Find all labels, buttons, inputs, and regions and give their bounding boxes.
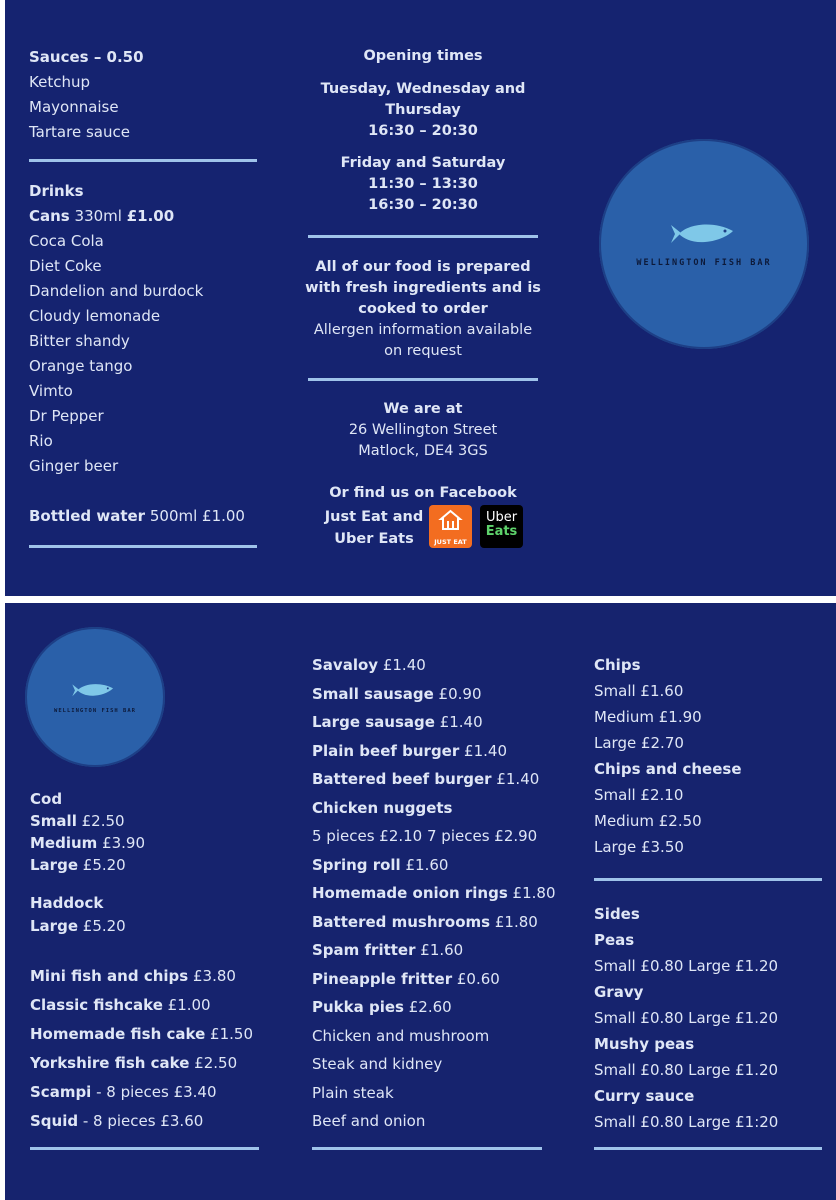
extra-item [312, 993, 572, 1022]
cod-medium [30, 832, 280, 854]
extra-item [312, 680, 572, 709]
drink-item: Bitter shandy [29, 332, 130, 350]
facebook-line: Or find us on Facebook [329, 485, 517, 501]
item-name: Classic fishcake [30, 996, 163, 1014]
haddock-large [30, 915, 280, 938]
side-name: Curry sauce [594, 1087, 695, 1105]
fish-item [30, 1078, 280, 1107]
item-name: Homemade onion rings [312, 884, 508, 902]
just-eat-logo-icon[interactable] [429, 505, 472, 548]
water-line [29, 504, 279, 529]
fish-item [30, 962, 280, 991]
uber-badge-word: Uber [485, 510, 518, 525]
chips-cheese-item: Small £2.10 [594, 786, 684, 804]
item-name: Pineapple fritter [312, 969, 453, 988]
item-name: Large sausage [312, 713, 435, 731]
fish-icon [71, 680, 117, 702]
fish-icon [669, 219, 739, 251]
divider [29, 545, 257, 548]
extra-item [312, 965, 572, 994]
opening-days-2: Friday and Saturday [340, 155, 506, 171]
extra-item [312, 794, 572, 823]
menu-panel-top [5, 0, 836, 596]
pie-item: Plain steak [312, 1083, 394, 1102]
divider [312, 1147, 542, 1150]
food-note-section [305, 257, 541, 362]
haddock-heading: Haddock [30, 894, 104, 912]
logo-text: WELLINGTON FISH BAR [54, 708, 136, 714]
item-name: Plain beef burger [312, 741, 460, 760]
item-price: £1.60 [405, 855, 449, 874]
food-note-line: cooked to order [358, 301, 488, 317]
side-prices: Small £0.80 Large £1.20 [594, 1061, 779, 1079]
divider [308, 235, 538, 238]
delivery-text [319, 506, 429, 550]
cans-price: £1.00 [126, 207, 175, 225]
item-price: £1.80 [494, 912, 538, 931]
cod-heading: Cod [30, 790, 63, 808]
extra-item [312, 851, 572, 880]
fish-item [30, 1049, 280, 1078]
opening-times-section [305, 46, 541, 216]
extra-item [312, 879, 572, 908]
item-price: £2.60 [408, 998, 452, 1016]
opening-time-1: 16:30 – 20:30 [368, 123, 478, 139]
item-price: - 8 pieces £3.60 [78, 1112, 204, 1130]
pie-item: Steak and kidney [312, 1055, 443, 1073]
item-name: Battered beef burger [312, 770, 492, 788]
item-name: Mini fish and chips [30, 967, 189, 985]
side-name: Gravy [594, 983, 644, 1001]
extra-item [312, 936, 572, 965]
chips-cheese-item: Medium £2.50 [594, 812, 702, 830]
drink-item: Vimto [29, 382, 73, 400]
nuggets-detail: 5 pieces £2.10 7 pieces £2.90 [312, 827, 538, 845]
drink-item: Dandelion and burdock [29, 282, 204, 300]
sauces-heading: Sauces – 0.50 [29, 48, 144, 66]
address-section [305, 399, 541, 504]
item-price: £1.50 [210, 1025, 253, 1043]
drink-item: Orange tango [29, 357, 133, 375]
extra-item [312, 708, 572, 737]
opening-time-2b: 16:30 – 20:30 [368, 197, 478, 213]
opening-days-1: Tuesday, Wednesday and [320, 81, 526, 97]
chips-heading: Chips [594, 656, 641, 674]
food-note-line: All of our food is prepared [315, 259, 531, 275]
size-label: Large [30, 917, 78, 935]
opening-days-1b: Thursday [385, 102, 461, 118]
just-eat-text: Just Eat and [324, 509, 424, 525]
item-name: Pukka pies [312, 998, 404, 1016]
item-price: £1.80 [512, 884, 556, 902]
item-name: Homemade fish cake [30, 1025, 206, 1043]
item-price: £3.80 [192, 967, 236, 985]
extra-item [312, 737, 572, 766]
divider [594, 878, 822, 881]
size-label: Large [30, 856, 78, 874]
item-name: Battered mushrooms [312, 912, 491, 931]
address-street: 26 Wellington Street [348, 422, 498, 438]
sides-heading: Sides [594, 905, 640, 923]
item-name: Squid [30, 1112, 79, 1130]
item-name: Small sausage [312, 684, 434, 703]
drink-item: Diet Coke [29, 257, 102, 275]
extra-item [312, 651, 572, 680]
cans-line [29, 204, 279, 229]
pie-item: Beef and onion [312, 1112, 426, 1130]
side-name: Mushy peas [594, 1035, 695, 1053]
price: £5.20 [82, 917, 126, 935]
chips-column [594, 652, 834, 860]
extras-column [312, 651, 572, 1136]
item-name: Chicken nuggets [312, 798, 453, 817]
fish-item [30, 1107, 280, 1136]
drink-item: Rio [29, 432, 53, 450]
item-price: £0.60 [456, 969, 500, 988]
sauces-drinks-column [29, 45, 269, 145]
extra-item [312, 765, 572, 794]
drinks-heading: Drinks [29, 182, 84, 200]
item-price: - 8 pieces £3.40 [91, 1083, 217, 1101]
item-price: £1.40 [439, 713, 483, 731]
address-town: Matlock, DE4 3GS [358, 443, 488, 459]
eats-badge-word: Eats [485, 523, 518, 539]
item-price: £1.60 [420, 941, 464, 959]
item-name: Yorkshire fish cake [30, 1054, 190, 1072]
side-prices: Small £0.80 Large £1:20 [594, 1113, 779, 1131]
item-price: £1.40 [496, 770, 540, 788]
item-price: £2.50 [194, 1054, 238, 1072]
side-prices: Small £0.80 Large £1.20 [594, 1009, 779, 1027]
sauce-item: Mayonnaise [29, 98, 119, 116]
chips-item: Large £2.70 [594, 734, 684, 752]
water-detail: 500ml £1.00 [149, 507, 245, 525]
wellington-fish-bar-logo [25, 627, 165, 767]
divider [30, 1147, 259, 1150]
item-name: Savaloy [312, 656, 379, 674]
just-eat-badge-text: JUST EAT [434, 537, 467, 546]
chips-cheese-item: Large £3.50 [594, 838, 684, 856]
chips-item: Medium £1.90 [594, 708, 702, 726]
cod-large [30, 854, 280, 876]
pie-item: Chicken and mushroom [312, 1026, 490, 1045]
price: £5.20 [82, 856, 126, 874]
item-name: Spring roll [312, 855, 401, 874]
divider [308, 378, 538, 381]
item-name: Spam fritter [312, 941, 416, 959]
uber-eats-logo-icon[interactable] [480, 505, 523, 548]
item-price: £0.90 [438, 684, 482, 703]
opening-time-2a: 11:30 – 13:30 [368, 176, 478, 192]
cans-label: Cans [29, 207, 70, 225]
uber-eats-text: Uber Eats [334, 531, 414, 547]
cans-size: 330ml [74, 207, 122, 225]
drink-item: Dr Pepper [29, 407, 104, 425]
food-note-line: with fresh ingredients and is [305, 280, 541, 296]
item-price: £1.00 [167, 996, 211, 1014]
sides-section [594, 901, 834, 1135]
extra-item [312, 908, 572, 937]
divider [29, 159, 257, 162]
divider [594, 1147, 822, 1150]
fish-item [30, 1020, 280, 1049]
drink-item: Ginger beer [29, 457, 119, 475]
logo-text: WELLINGTON FISH BAR [636, 258, 772, 268]
opening-heading: Opening times [363, 48, 483, 64]
cod-small [30, 810, 280, 832]
sauce-item: Tartare sauce [29, 123, 130, 141]
fish-item [30, 991, 280, 1020]
price: £3.90 [102, 834, 146, 852]
chips-cheese-heading: Chips and cheese [594, 760, 742, 778]
side-name: Peas [594, 931, 635, 949]
chips-item: Small £1.60 [594, 682, 684, 700]
sauce-item: Ketchup [29, 73, 90, 91]
price: £2.50 [81, 812, 125, 830]
fish-column [30, 788, 280, 1136]
allergen-line: Allergen information available [313, 322, 533, 338]
menu-panel-bottom [5, 603, 836, 1200]
item-name: Scampi [30, 1083, 92, 1101]
wellington-fish-bar-logo [599, 139, 809, 349]
drink-item: Coca Cola [29, 232, 104, 250]
water-label: Bottled water [29, 507, 146, 525]
item-price: £1.40 [382, 656, 426, 674]
house-icon [429, 505, 472, 535]
drink-item: Cloudy lemonade [29, 307, 161, 325]
size-label: Medium [30, 834, 98, 852]
item-price: £1.40 [464, 741, 507, 760]
size-label: Small [30, 812, 77, 830]
drinks-section [29, 179, 279, 529]
allergen-line: on request [384, 343, 462, 359]
address-heading: We are at [383, 401, 463, 417]
side-prices: Small £0.80 Large £1.20 [594, 957, 779, 975]
